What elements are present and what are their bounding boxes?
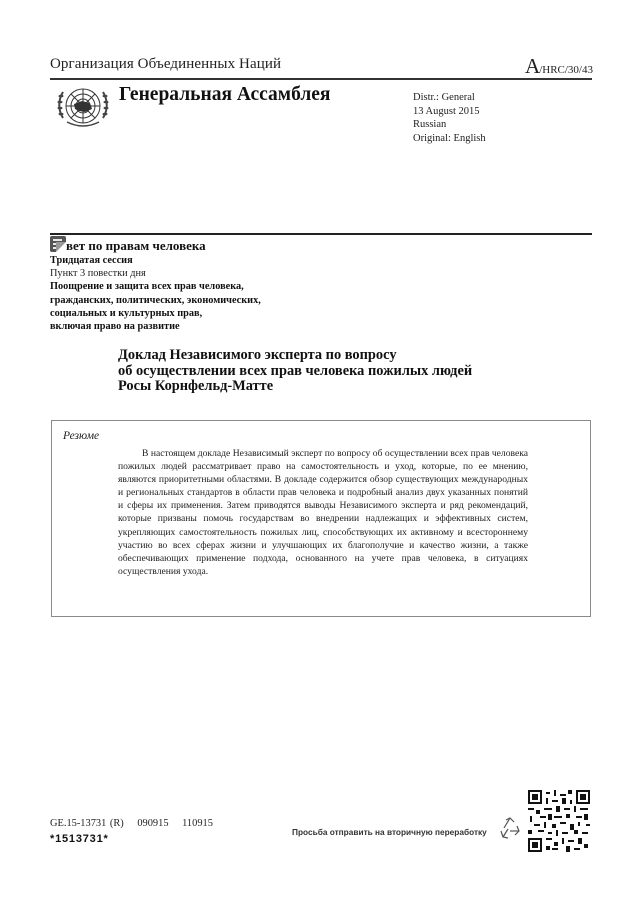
document-code xyxy=(50,818,223,829)
agenda-topic-line: социальных и культурных прав, xyxy=(50,307,203,319)
doc-date-1: 090915 xyxy=(137,818,169,829)
doc-date-2: 110915 xyxy=(182,818,213,829)
date-line: 13 August 2015 xyxy=(413,105,480,117)
recycle-icon xyxy=(498,816,522,842)
symbol-rest: /HRC/30/43 xyxy=(539,64,593,76)
session-name: Тридцатая сессия xyxy=(50,255,133,266)
summary-label: Резюме xyxy=(63,430,100,442)
distribution-block xyxy=(413,91,486,145)
doc-number: GE.15-13731 (R) xyxy=(50,818,124,829)
body-title: Генеральная Ассамблея xyxy=(119,84,331,105)
report-title-line: Доклад Независимого эксперта по вопросу xyxy=(118,347,397,363)
agenda-topic-line: включая право на развитие xyxy=(50,321,180,333)
un-emblem-icon xyxy=(55,82,111,132)
language-line: Russian xyxy=(413,119,447,130)
symbol-prefix: A xyxy=(525,54,540,78)
header-divider xyxy=(50,78,592,80)
organization-name: Организация Объединенных Наций xyxy=(50,56,282,72)
distr-line: Distr.: General xyxy=(413,92,475,103)
report-title-line: Росы Корнфельд-Матте xyxy=(118,378,274,394)
agenda-topic-line: Поощрение и защита всех прав человека, xyxy=(50,281,244,293)
original-line: Original: English xyxy=(413,132,486,144)
recycle-notice: Просьба отправить на вторичную переработку xyxy=(292,827,487,837)
section-divider xyxy=(50,233,592,235)
document-symbol xyxy=(525,54,593,79)
agenda-item: Пункт 3 повестки дня xyxy=(50,268,146,280)
report-title-line: об осуществлении всех прав человека пожилых людей xyxy=(118,362,473,379)
qr-code-icon xyxy=(528,790,590,852)
council-name: вет по правам человека xyxy=(66,238,206,253)
agenda-topic-line: гражданских, политических, экономических, xyxy=(50,294,261,306)
report-title xyxy=(118,348,538,395)
summary-text: В настоящем докладе Независимый эксперт по вопросу об осуществлении всех прав человека пожилых людей рассматривает право на самостоятельность и уход, которые, по ее мнению, являются приоритетными областями. В докладе содержится обзор существующих международных и региональных стандартов в области прав человека и подробный анализ двух указанных понятий и сферы их применения. Затем приводятся выводы Независимого эксперта и ряд рекомендаций, которые призваны помочь государствам во внедрении надлежащих и эффективных систем, укрепляющих самостоятельность пожилых лиц, способствующих их активному и всестороннему участию во всех сферах жизни и улучшающих их благополучие и качество жизни, а также обеспечивающих применение подхода, основанного на учете прав человека, в ситуациях осуществления ухода. xyxy=(118,448,528,577)
barcode-number: *1513731* xyxy=(50,833,109,845)
agenda-block xyxy=(50,254,350,333)
comment-note-icon[interactable] xyxy=(50,236,66,252)
